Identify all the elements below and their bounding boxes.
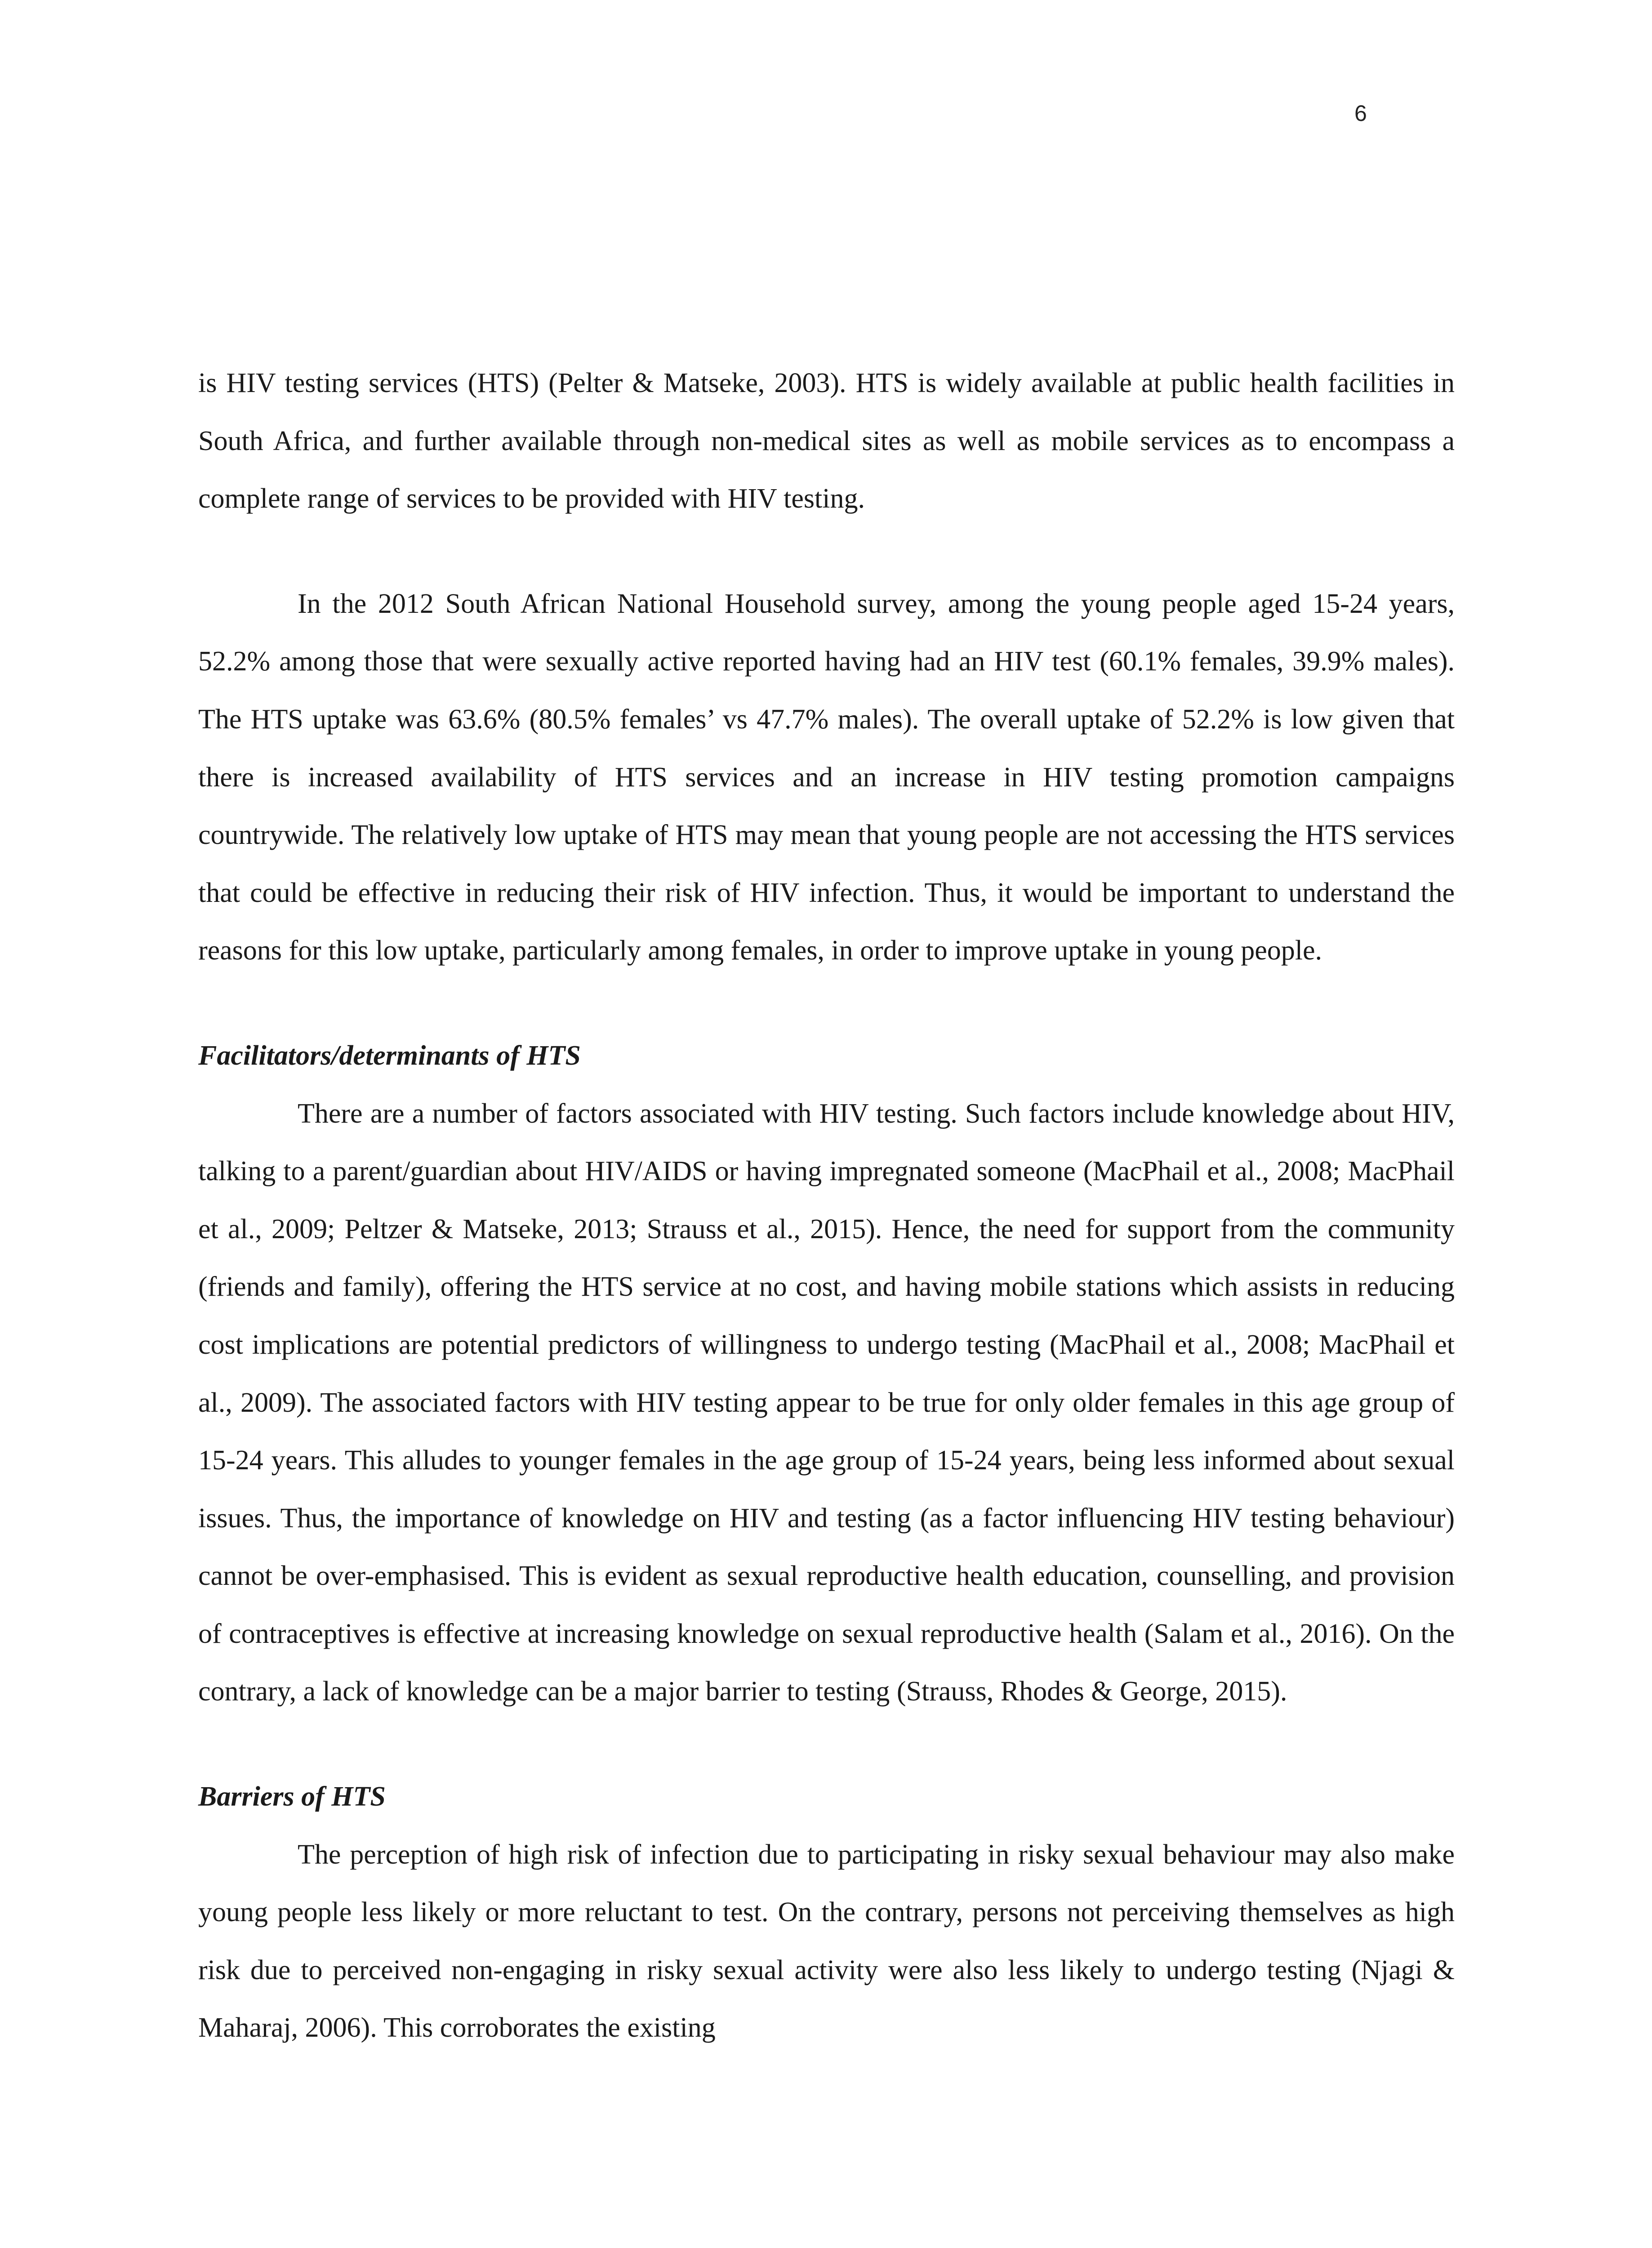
page-number: 6 bbox=[1354, 101, 1367, 126]
paragraph-barriers: The perception of high risk of infection due to participating in risky sexual behaviour may also make young people less likely or more reluctant to test. On the contrary, persons not perceiving themselves as high risk due to perceived non-engaging in risky sexual activity were also less likely to undergo testing (Njagi & Maharaj, 2006). This corroborates the existing bbox=[198, 1839, 1455, 2043]
document-body bbox=[198, 354, 1455, 2057]
section-heading-facilitators: Facilitators/determinants of HTS bbox=[198, 1040, 581, 1071]
section-heading-barriers: Barriers of HTS bbox=[198, 1781, 386, 1812]
paragraph-facilitators: There are a number of factors associated with HIV testing. Such factors include knowledge about HIV, talking to a parent/guardian about HIV/AIDS or having impregnated someone (MacPhail et al., 2008; MacPhail et al., 2009; Peltzer & Matseke, 2013; Strauss et al., 2015). Hence, the need for support from the community (friends and family), offering the HTS service at no cost, and having mobile stations which assists in reducing cost implications are potential predictors of willingness to undergo testing (MacPhail et al., 2008; MacPhail et al., 2009). The associated factors with HIV testing appear to be true for only older females in this age group of 15-24 years. This alludes to younger females in the age group of 15-24 years, being less informed about sexual issues. Thus, the importance of knowledge on HIV and testing (as a factor influencing HIV testing behaviour) cannot be over-emphasised. This is evident as sexual reproductive health education, counselling, and provision of contraceptives is effective at increasing knowledge on sexual reproductive health (Salam et al., 2016). On the contrary, a lack of knowledge can be a major barrier to testing (Strauss, Rhodes & George, 2015). bbox=[198, 1098, 1455, 1707]
paragraph-survey-results: In the 2012 South African National Household survey, among the young people aged 15-24 years, 52.2% among those that were sexually active reported having had an HIV test (60.1% females, 39.9% males). The HTS uptake was 63.6% (80.5% females’ vs 47.7% males). The overall uptake of 52.2% is low given that there is increased availability of HTS services and an increase in HIV testing promotion campaigns countrywide. The relatively low uptake of HTS may mean that young people are not accessing the HTS services that could be effective in reducing their risk of HIV infection. Thus, it would be important to understand the reasons for this low uptake, particularly among females, in order to improve uptake in young people. bbox=[198, 588, 1455, 966]
paragraph-intro: is HIV testing services (HTS) (Pelter & Matseke, 2003). HTS is widely available at public health facilities in South Africa, and further available through non-medical sites as well as mobile services as to encompass a complete range of services to be provided with HIV testing. bbox=[198, 368, 1455, 514]
